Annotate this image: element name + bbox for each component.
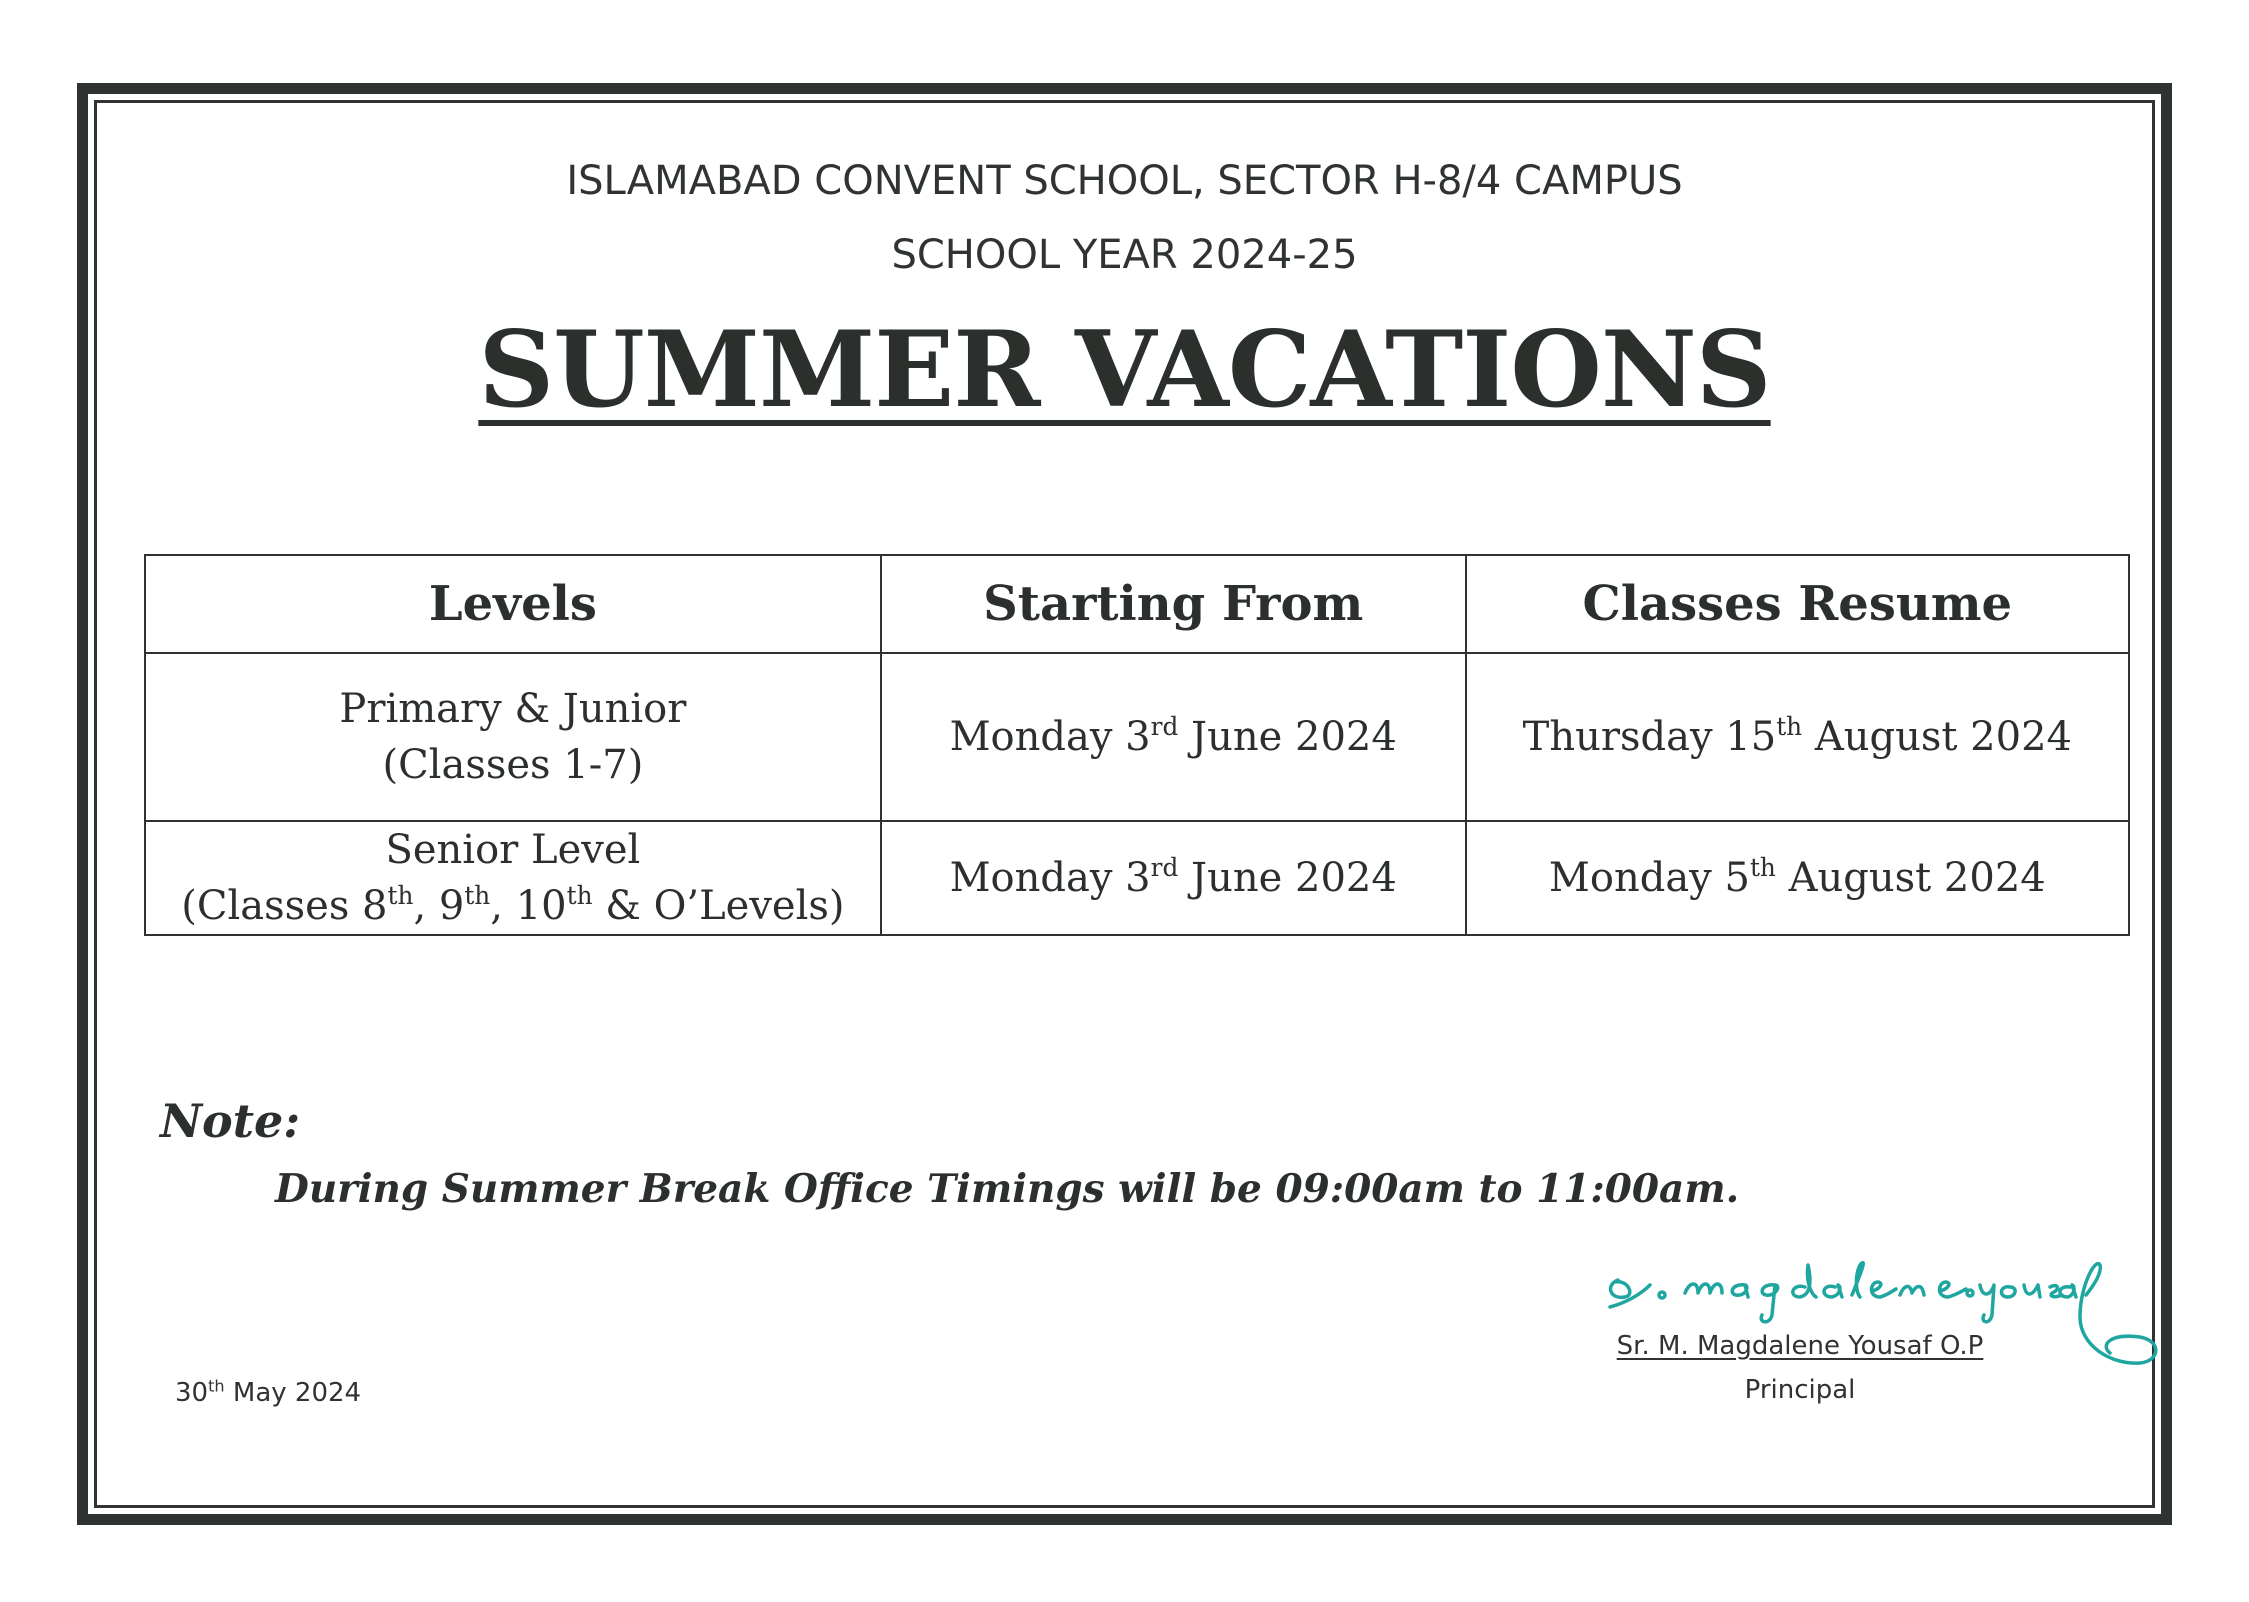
level-classes: (Classes 1-7) — [382, 742, 644, 788]
ordinal-suffix: th — [464, 881, 491, 911]
start-date-suffix: rd — [1150, 712, 1179, 742]
resume-date-suffix: th — [1776, 712, 1803, 742]
school-year: SCHOOL YEAR 2024-25 — [891, 232, 1358, 278]
school-name: ISLAMABAD CONVENT SCHOOL, SECTOR H-8/4 CAMPUS — [566, 158, 1683, 204]
level-classes-part: , 9 — [413, 883, 465, 929]
start-date-suffix: rd — [1150, 853, 1179, 883]
page-title — [0, 307, 2249, 431]
notice-date-suffix: th — [208, 1376, 225, 1396]
level-name: Senior Level — [385, 827, 641, 873]
handwritten-signature — [1580, 1245, 2160, 1385]
start-date-rest: June 2024 — [1178, 714, 1397, 760]
level-name: Primary & Junior — [339, 686, 687, 732]
principal-name: Sr. M. Magdalene Yousaf O.P — [1616, 1331, 1984, 1361]
resume-date-cell — [1466, 653, 2129, 821]
header-levels: Levels — [145, 555, 881, 653]
start-date-cell — [881, 821, 1466, 935]
ordinal-suffix: th — [566, 881, 593, 911]
resume-date-suffix: th — [1749, 853, 1776, 883]
resume-date-rest: August 2024 — [1775, 855, 2046, 901]
start-date-rest: June 2024 — [1178, 855, 1397, 901]
page-title-text: SUMMER VACATIONS — [478, 307, 1771, 431]
notice-date — [175, 1378, 361, 1408]
principal-title: Principal — [1744, 1375, 1856, 1405]
notice-date-rest: May 2024 — [224, 1378, 362, 1408]
vacation-schedule-table — [144, 554, 2130, 936]
level-cell — [145, 653, 881, 821]
table-row — [145, 821, 2129, 935]
notice-date-day: 30 — [175, 1378, 209, 1408]
level-classes-part: & O’Levels) — [592, 883, 845, 929]
resume-date-day: Monday 5 — [1548, 855, 1750, 901]
resume-date-rest: August 2024 — [1802, 714, 2072, 760]
header-starting-from: Starting From — [881, 555, 1466, 653]
table-row — [145, 653, 2129, 821]
level-classes — [146, 878, 880, 934]
note-text: During Summer Break Office Timings will be 09:00am to 11:00am. — [275, 1166, 1740, 1212]
header-classes-resume: Classes Resume — [1466, 555, 2129, 653]
resume-date-cell — [1466, 821, 2129, 935]
note-label: Note: — [160, 1094, 301, 1148]
level-cell — [145, 821, 881, 935]
level-classes-part: (Classes 8 — [181, 883, 388, 929]
start-date-day: Monday 3 — [949, 714, 1151, 760]
start-date-cell — [881, 653, 1466, 821]
start-date-day: Monday 3 — [949, 855, 1151, 901]
table-header-row — [145, 555, 2129, 653]
ordinal-suffix: th — [387, 881, 414, 911]
resume-date-day: Thursday 15 — [1522, 714, 1777, 760]
level-classes-part: , 10 — [490, 883, 567, 929]
